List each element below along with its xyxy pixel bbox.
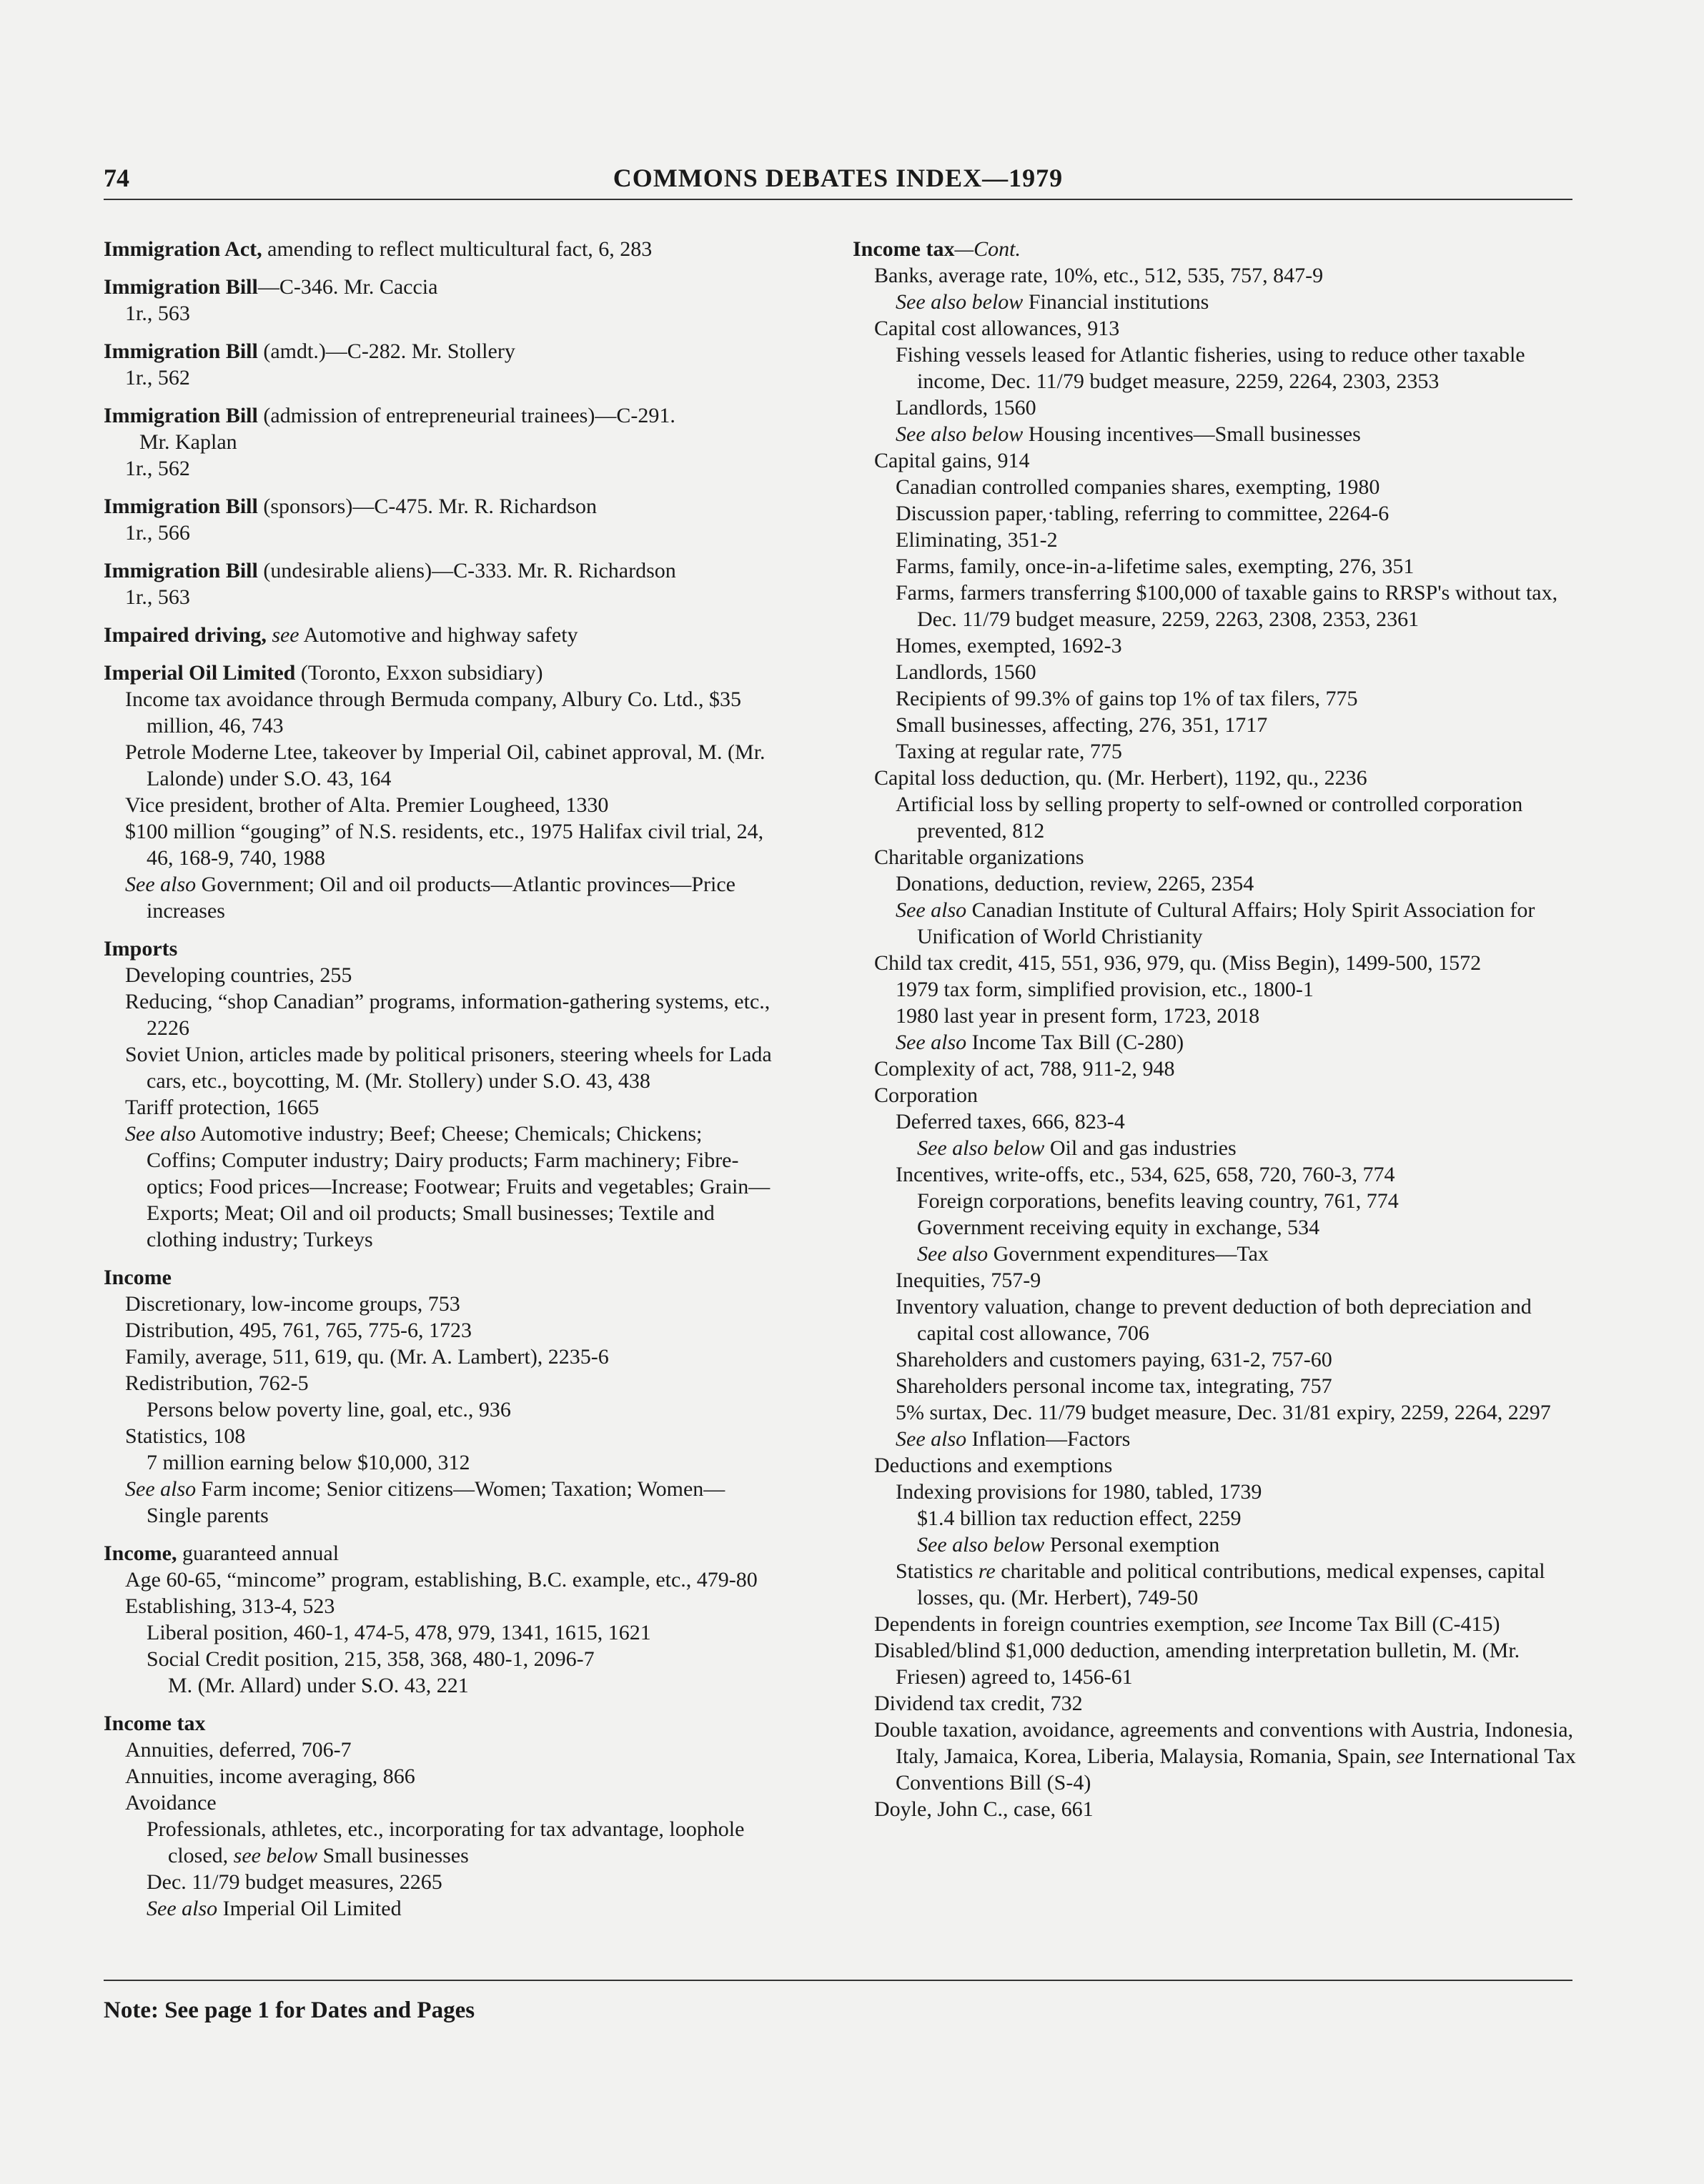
- index-entry: Immigration Bill (admission of entrepreneurial trainees)—C-291. Mr. Kaplan 1r., 562: [104, 404, 675, 480]
- page-header: [104, 163, 1572, 199]
- index-entry: Imperial Oil Limited (Toronto, Exxon subsidiary) Income tax avoidance through Bermuda company, Albury Co. Ltd., $35 million, 46, 743 Petrole Moderne Ltee, takeover by Imperial Oil, cabinet approval, M. (Mr. Lalonde) under S.O. 43, 164 Vice president, brother of Alta. Premier Lougheed, 1330 $100 million “gouging” of N.S. residents, etc., 1975 Halifax civil trial, 24, 46, 168-9, 740, 1988 See also Government; Oil and oil products—Atlantic provinces—Price increases: [104, 661, 766, 923]
- footer-note: Note: See page 1 for Dates and Pages: [104, 1997, 475, 2023]
- continued-heading: Income tax—Cont.: [853, 237, 1021, 261]
- index-entry: Income Discretionary, low-income groups, 753 Distribution, 495, 761, 765, 775-6, 1723 Family, average, 511, 619, qu. (Mr. A. Lambert), 2235-6 Redistribution, 762-5 Persons below poverty line, goal, etc., 936 Statistics, 108 7 million earning below $10,000, 312 See also Farm income; Senior citizens—Women; Taxation; Women—Single parents: [104, 1266, 725, 1527]
- footer-rule: [104, 1980, 1572, 1981]
- left-column: [104, 236, 776, 1922]
- index-entry: Immigration Bill (undesirable aliens)—C-333. Mr. R. Richardson 1r., 563: [104, 559, 676, 609]
- index-entry: Immigration Bill—C-346. Mr. Caccia 1r., 563: [104, 275, 438, 325]
- index-entry: Imports Developing countries, 255 Reducing, “shop Canadian” programs, information-gathering systems, etc., 2226 Soviet Union, articles made by political prisoners, steering wheels for Lada cars, etc., boycotting, M. (Mr. Stollery) under S.O. 43, 438 Tariff protection, 1665 See also Automotive industry; Beef; Cheese; Chemicals; Chickens; Coffins; Computer industry; Dairy products; Farm machinery; Fibre-optics; Food prices—Increase; Footwear; Fruits and vegetables; Grain—Exports; Meat; Oil and oil products; Small businesses; Textile and clothing industry; Turkeys: [104, 937, 772, 1251]
- page-number: 74: [104, 164, 129, 192]
- index-entry: Immigration Act, amending to reflect multicultural fact, 6, 283: [104, 237, 653, 261]
- index-entry: Immigration Bill (amdt.)—C-282. Mr. Stollery 1r., 562: [104, 339, 515, 389]
- right-column: Income tax—Cont. Banks, average rate, 10%, etc., 512, 535, 757, 847-9 See also below Financial institutions Capital cost allowances, 913 Fishing vessels leased for Atlantic fisheries, using to reduce other taxable income, Dec. 11/79 budget measure, 2259, 2264, 2303, 2353 Landlords, 1560 See also below Housing incentives—Small businesses Capital gains, 914 Canadian controlled companies shares, exempting, 1980 Discussion paper,·tabling, referring to committee, 2264-6 Eliminating, 351-2 Farms, family, once-in-a-lifetime sales, exempting, 276, 351 Farms, farmers transferring $100,000 of taxable gains to RRSP's without tax, Dec. 11/79 budget measure, 2259, 2263, 2308, 2353, 2361 Homes, exempted, 1692-3 Landlords, 1560 Recipients of 99.3% of gains top 1% of tax filers, 775 Small businesses, affecting, 276, 351, 1717 Taxing at regular rate, 775 Capital loss deduction, qu. (Mr. Herbert), 1192, qu., 2236 Artificial loss by selling property to self-owned or controlled corporation prevented, 812 Charitable organizations Donations, deduction, review, 2265, 2354 See also Canadian Institute of Cultural Affairs; Holy Spirit Association for Unification of World Christianity Child tax credit, 415, 551, 936, 979, qu. (Miss Begin), 1499-500, 1572 1979 tax form, simplified provision, etc., 1800-1 1980 last year in present form, 1723, 2018 See also Income Tax Bill (C-280) Complexity of act, 788, 911-2, 948 Corporation Deferred taxes, 666, 823-4 See also below Oil and gas industries Incentives, write-offs, etc., 534, 625, 658, 720, 760-3, 774 Foreign corporations, benefits leaving country, 761, 774 Government receiving equity in exchange, 534 See also Government expenditures—Tax Inequities, 757-9 Inventory valuation, change to prevent deduction of both depreciation and capital cost allowance, 706 Shareholders and customers paying, 631-2, 757-60 Shareholders personal income tax, integrating, 757 5% surtax, Dec. 11/79 budget measure, Dec. 31/81 expiry, 2259, 2264, 2297 See also Inflation—Factors Deductions and exemptions Indexing provisions for 1980, tabled, 1739 $1.4 billion tax reduction effect, 2259 See also below Personal exemption Statistics re charitable and political contributions, medical expenses, capital losses, qu. (Mr. Herbert), 749-50 Dependents in foreign countries exemption, see Income Tax Bill (C-415) Disabled/blind $1,000 deduction, amending interpretation bulletin, M. (Mr. Friesen) agreed to, 1456-61 Dividend tax credit, 732 Double taxation, avoidance, agreements and conventions with Austria, Indonesia, Italy, Jamaica, Korea, Liberia, Malaysia, Romania, Spain, see International Tax Conventions Bill (S-4) Doyle, John C., case, 661: [853, 236, 1578, 1822]
- index-entry: Income, guaranteed annual Age 60-65, “mincome” program, establishing, B.C. example, etc., 479-80 Establishing, 313-4, 523 Liberal position, 460-1, 474-5, 478, 979, 1341, 1615, 1621 Social Credit position, 215, 358, 368, 480-1, 2096-7 M. (Mr. Allard) under S.O. 43, 221: [104, 1542, 758, 1697]
- header-rule: [104, 199, 1572, 200]
- index-entry: Immigration Bill (sponsors)—C-475. Mr. R. Richardson 1r., 566: [104, 495, 597, 545]
- index-entry: Income tax Annuities, deferred, 706-7 Annuities, income averaging, 866 Avoidance Professionals, athletes, etc., incorporating for tax advantage, loophole closed, see below Small businesses Dec. 11/79 budget measures, 2265 See also Imperial Oil Limited: [104, 1712, 745, 1920]
- page-title: COMMONS DEBATES INDEX—1979: [613, 164, 1064, 192]
- index-entry: Impaired driving, see Automotive and highway safety: [104, 623, 578, 647]
